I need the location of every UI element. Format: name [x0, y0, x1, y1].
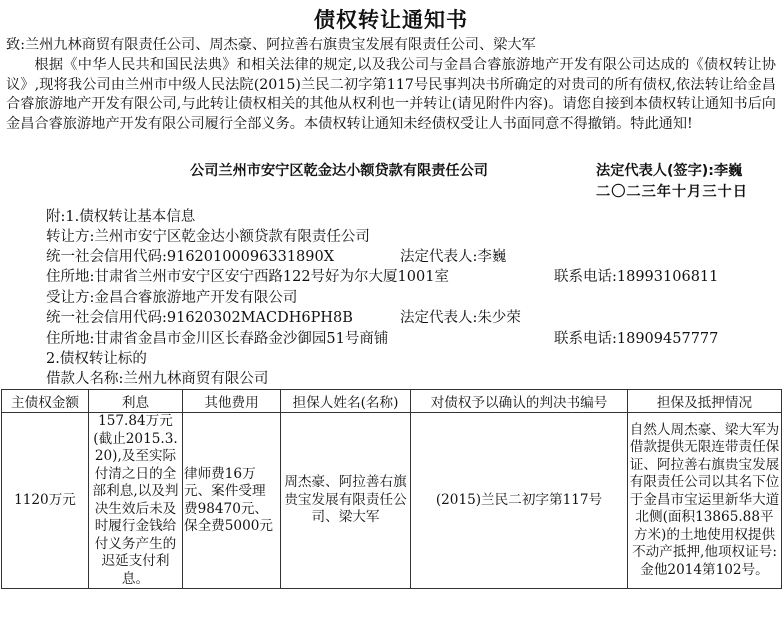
header-other-fees: 其他费用: [183, 390, 281, 413]
header-ruling-number: 对债权予以确认的判决书编号: [411, 390, 628, 413]
transferee-representative: 法定代表人:朱少荣: [400, 310, 521, 326]
cell-guarantors: 周杰豪、阿拉善右旗贵宝发展有限责任公司、梁大军: [281, 413, 411, 589]
transferor-credit-code: 统一社会信用代码:91620100096331890X: [46, 249, 335, 265]
cell-principal: 1120万元: [2, 413, 89, 589]
transferor-address: 住所地:甘肃省兰州市安宁区安宁西路122号好为尔大厦1001室: [46, 269, 449, 285]
transferee-name: 受让方:金昌合睿旅游地产开发有限公司: [46, 290, 298, 306]
signature-company: 公司兰州市安宁区乾金达小额贷款有限责任公司: [190, 163, 488, 179]
transferee-credit-code: 统一社会信用代码:91620302MACDH6PH8B: [46, 310, 353, 326]
header-guarantor: 担保人姓名(名称): [281, 390, 411, 413]
table-row: [2, 413, 782, 589]
cell-ruling-number: (2015)兰民二初字第117号: [411, 413, 628, 589]
header-interest: 利息: [89, 390, 183, 413]
signature-date: 二〇二三年十月三十日: [596, 184, 748, 200]
transferee-phone: 联系电话:18909457777: [554, 331, 719, 347]
cell-security: 自然人周杰豪、梁大军为借款提供无限连带责任保证、阿拉善右旗贵宝发展有限责任公司以其名下位于金昌市宝运里新华大道北侧(面积13865.88平方米)的土地使用权提供不动产抵押,他项权证号:金他2014第102号。: [628, 413, 782, 589]
header-principal: 主债权金额: [2, 390, 89, 413]
transferee-address: 住所地:甘肃省金昌市金川区长春路金沙御园51号商铺: [46, 331, 389, 347]
transferor-representative: 法定代表人:李巍: [400, 249, 507, 265]
cell-interest: 157.84万元(截止2015.3.20),及至实际付清之日的全部利息,以及判决生效后未及时履行金钱给付义务产生的迟延支付利息。: [89, 413, 183, 589]
table-header-row: [2, 390, 782, 413]
notice-title: 债权转让通知书: [314, 8, 468, 32]
borrower-name: 借款人名称:兰州九林商贸有限公司: [46, 371, 269, 387]
signature-representative: 法定代表人(签字):李巍: [596, 163, 743, 179]
section-2-heading: 2.债权转让标的: [46, 351, 147, 367]
transferor-name: 转让方:兰州市安宁区乾金达小额贷款有限责任公司: [46, 229, 370, 245]
cell-other-fees: 律师费16万元、案件受理费98470元、保全费5000元: [183, 413, 281, 589]
header-security: 担保及抵押情况: [628, 390, 782, 413]
notice-body: 根据《中华人民共和国民法典》和相关法律的规定,以及我公司与金昌合睿旅游地产开发有限公司达成的《债权转让协议》,现将我公司由兰州市中级人民法院(2015)兰民二初字第117号民事判决书所确定的对贵司的所有债权,依法转让给金昌合睿旅游地产开发有限公司,与此转让债权相关的其他从权利也一并转让(请见附件内容)。请您自接到本债权转让通知书后向金昌合睿旅游地产开发有限公司履行全部义务。本债权转让通知未经债权受让人书面同意不得撤销。特此通知!: [6, 57, 776, 132]
addressee-line: 致:兰州九林商贸有限责任公司、周杰豪、阿拉善右旗贵宝发展有限责任公司、梁大军: [6, 37, 536, 53]
transferor-phone: 联系电话:18993106811: [554, 269, 719, 285]
attachment-heading: 附:1.债权转让基本信息: [46, 209, 196, 225]
claim-table: [1, 389, 782, 589]
